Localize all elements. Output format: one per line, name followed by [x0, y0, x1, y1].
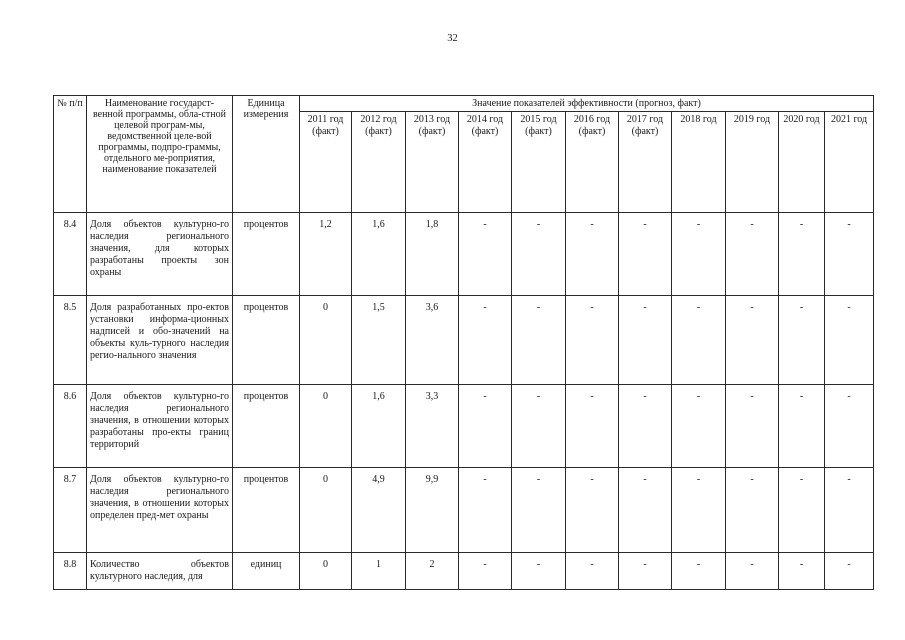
header-year-2: 2013 год (факт) [406, 112, 459, 213]
table-row [54, 213, 874, 296]
table-row [54, 553, 874, 590]
table-body [54, 213, 874, 590]
page-number: 32 [447, 33, 458, 44]
row-number: 8.5 [54, 296, 87, 385]
header-year-5: 2016 год (факт) [566, 112, 619, 213]
unit-cell: процентов [233, 468, 300, 553]
header-unit: Единица измерения [233, 96, 300, 213]
value-cell: - [459, 296, 512, 385]
value-cell: - [512, 296, 566, 385]
value-cell: - [779, 468, 825, 553]
value-cell: - [672, 213, 726, 296]
value-cell: - [459, 213, 512, 296]
header-name: Наименование государст-венной программы, обла-стной целевой програм-мы, ведомственной целе-вой программы, подпро-граммы, отдельного ме-роприятия, наименование показателей [87, 96, 233, 213]
indicator-name: Доля объектов культурно-го наследия регионального значения, для которых разработаны проекты зон охраны [87, 213, 233, 296]
row-number: 8.4 [54, 213, 87, 296]
value-cell: - [566, 553, 619, 590]
value-cell: - [779, 213, 825, 296]
indicator-name: Доля объектов культурно-го наследия регионального значения, в отношении которых разработаны про-екты границ территорий [87, 385, 233, 468]
indicator-name: Количество объектов культурного наследия, для [87, 553, 233, 590]
value-cell: - [672, 385, 726, 468]
header-year-0: 2011 год (факт) [300, 112, 352, 213]
value-cell: - [619, 385, 672, 468]
row-number: 8.6 [54, 385, 87, 468]
value-cell: 1,2 [300, 213, 352, 296]
header-year-7: 2018 год [672, 112, 726, 213]
row-number: 8.8 [54, 553, 87, 590]
header-num: № п/п [54, 96, 87, 213]
value-cell: 1,6 [352, 385, 406, 468]
value-cell: 2 [406, 553, 459, 590]
indicators-table [53, 95, 874, 590]
value-cell: - [512, 468, 566, 553]
table-header [54, 96, 874, 213]
unit-cell: процентов [233, 213, 300, 296]
value-cell: - [825, 213, 874, 296]
value-cell: 0 [300, 553, 352, 590]
value-cell: - [726, 385, 779, 468]
value-cell: - [825, 553, 874, 590]
value-cell: - [566, 385, 619, 468]
indicator-name: Доля объектов культурно-го наследия регионального значения, в отношении которых определен пред-мет охраны [87, 468, 233, 553]
header-year-8: 2019 год [726, 112, 779, 213]
header-year-3: 2014 год (факт) [459, 112, 512, 213]
value-cell: - [779, 553, 825, 590]
value-cell: - [726, 468, 779, 553]
value-cell: - [619, 213, 672, 296]
value-cell: - [566, 468, 619, 553]
value-cell: - [619, 553, 672, 590]
table-row [54, 468, 874, 553]
value-cell: - [512, 553, 566, 590]
unit-cell: единиц [233, 553, 300, 590]
table-row [54, 296, 874, 385]
value-cell: - [779, 296, 825, 385]
value-cell: - [825, 296, 874, 385]
header-year-10: 2021 год [825, 112, 874, 213]
indicator-name: Доля разработанных про-ектов установки информа-ционных надписей и обо-значений на объекты куль-турного наследия регио-нального значения [87, 296, 233, 385]
value-cell: 1 [352, 553, 406, 590]
value-cell: - [459, 553, 512, 590]
value-cell: 0 [300, 468, 352, 553]
value-cell: - [619, 468, 672, 553]
header-year-4: 2015 год (факт) [512, 112, 566, 213]
value-cell: - [566, 213, 619, 296]
value-cell: 9,9 [406, 468, 459, 553]
value-cell: 3,6 [406, 296, 459, 385]
value-cell: - [726, 213, 779, 296]
unit-cell: процентов [233, 385, 300, 468]
value-cell: - [566, 296, 619, 385]
value-cell: - [672, 296, 726, 385]
value-cell: - [512, 213, 566, 296]
value-cell: 1,5 [352, 296, 406, 385]
value-cell: 4,9 [352, 468, 406, 553]
value-cell: - [672, 468, 726, 553]
value-cell: - [459, 385, 512, 468]
value-cell: 0 [300, 385, 352, 468]
value-cell: - [512, 385, 566, 468]
row-number: 8.7 [54, 468, 87, 553]
header-year-6: 2017 год (факт) [619, 112, 672, 213]
value-cell: - [825, 385, 874, 468]
value-cell: - [726, 553, 779, 590]
value-cell: 1,8 [406, 213, 459, 296]
value-cell: - [825, 468, 874, 553]
value-cell: 3,3 [406, 385, 459, 468]
header-year-1: 2012 год (факт) [352, 112, 406, 213]
value-cell: - [619, 296, 672, 385]
value-cell: - [672, 553, 726, 590]
value-cell: - [459, 468, 512, 553]
value-cell: - [779, 385, 825, 468]
value-cell: 1,6 [352, 213, 406, 296]
header-year-9: 2020 год [779, 112, 825, 213]
value-cell: 0 [300, 296, 352, 385]
header-values-group: Значение показателей эффективности (прогноз, факт) [300, 96, 874, 112]
value-cell: - [726, 296, 779, 385]
table-row [54, 385, 874, 468]
unit-cell: процентов [233, 296, 300, 385]
